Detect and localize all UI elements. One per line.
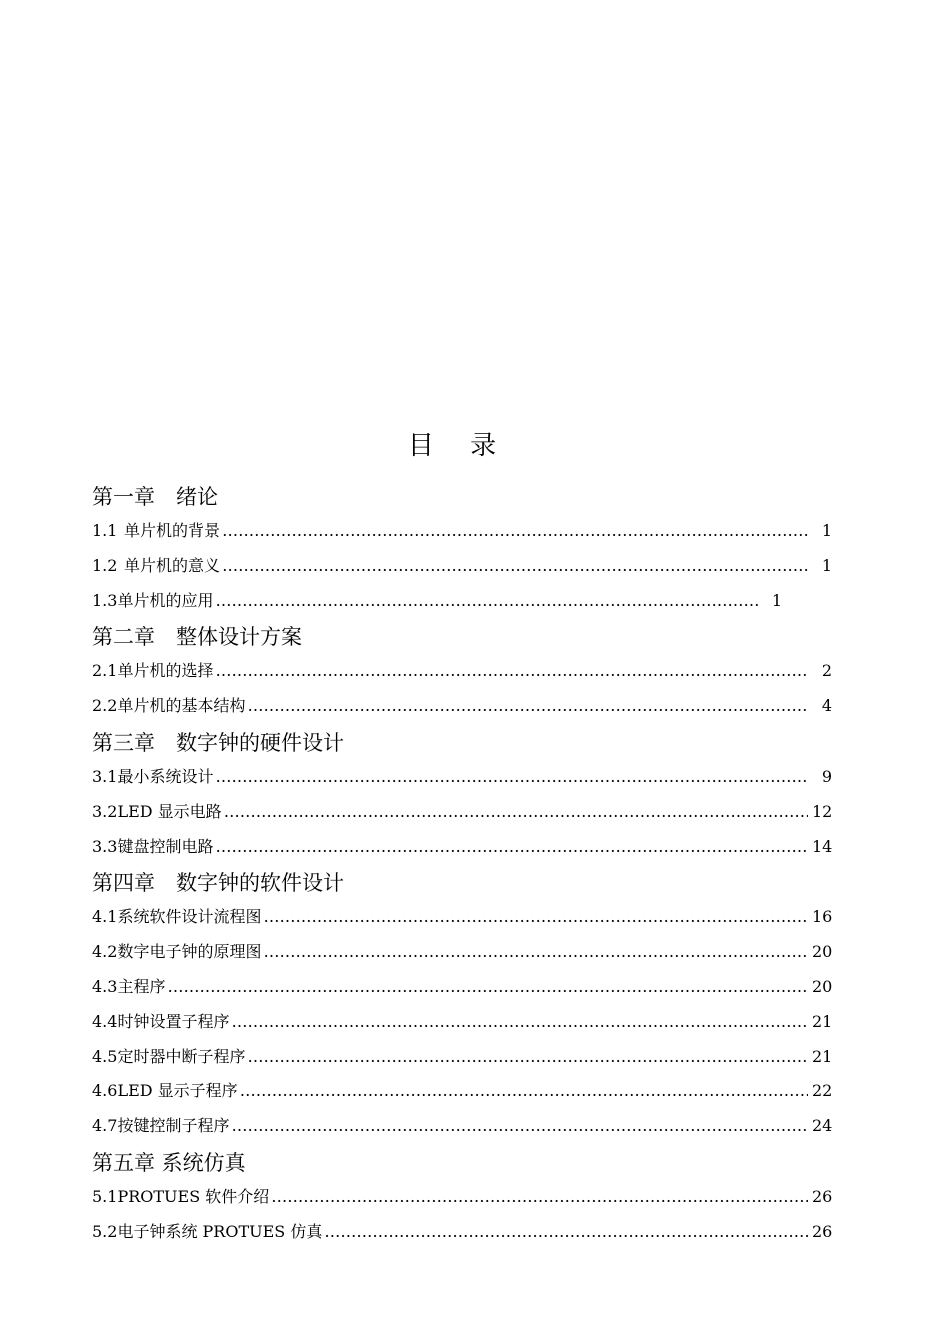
- entry-text: PROTUES 软件介绍: [117, 1186, 270, 1206]
- entry-text: 单片机的基本结构: [117, 696, 246, 716]
- toc-entry[interactable]: [92, 1109, 832, 1144]
- toc-entry[interactable]: [92, 970, 832, 1005]
- chapter-heading: 第四章 数字钟的软件设计: [92, 871, 344, 896]
- leader-dots: [240, 1074, 808, 1109]
- leader-dots: [231, 1005, 808, 1040]
- chapter-heading: 第一章 绪论: [92, 485, 218, 509]
- entry-page: 24: [812, 1116, 833, 1136]
- toc-entry[interactable]: [92, 795, 832, 830]
- entry-page: 4: [821, 696, 832, 716]
- leader-dots: [224, 795, 808, 830]
- chapter-heading: 第五章 系统仿真: [92, 1150, 246, 1175]
- entry-text: 电子钟系统 PROTUES 仿真: [117, 1221, 323, 1241]
- entry-number: 1.2: [92, 555, 118, 575]
- toc-entry[interactable]: [92, 654, 832, 689]
- entry-page: 21: [812, 1046, 833, 1066]
- entry-number: 3.1: [92, 766, 118, 786]
- leader-dots: [222, 549, 808, 584]
- entry-text: 单片机的意义: [124, 555, 221, 575]
- entry-number: 2.1: [92, 661, 118, 681]
- leader-dots: [263, 900, 808, 935]
- entry-page: 26: [812, 1221, 833, 1241]
- leader-dots: [215, 830, 808, 865]
- entry-number: 2.2: [92, 696, 118, 716]
- chapter-heading: 第二章 整体设计方案: [92, 625, 302, 650]
- entry-number: 4.6: [92, 1081, 118, 1101]
- toc-entry[interactable]: [92, 935, 832, 970]
- leader-dots: [215, 760, 808, 795]
- leader-dots: [215, 654, 808, 689]
- entry-number: 1.3: [92, 590, 118, 610]
- entry-page: 20: [812, 976, 833, 996]
- chapter-heading: 第三章 数字钟的硬件设计: [92, 730, 344, 755]
- leader-dots: [247, 689, 808, 724]
- entry-page: 20: [812, 942, 833, 962]
- toc-entry[interactable]: [92, 1005, 832, 1040]
- toc-entry[interactable]: [92, 1074, 832, 1109]
- entry-number: 4.4: [92, 1011, 118, 1031]
- entry-text: 键盘控制电路: [117, 836, 214, 856]
- entry-text: 数字电子钟的原理图: [117, 942, 262, 962]
- toc-entry[interactable]: [92, 514, 832, 549]
- leader-dots: [263, 935, 808, 970]
- leader-dots: [222, 514, 808, 549]
- toc-entry[interactable]: [92, 1215, 832, 1250]
- entry-number: 4.1: [92, 907, 118, 927]
- entry-text: 单片机的选择: [117, 661, 214, 681]
- entry-number: 4.5: [92, 1046, 118, 1066]
- entry-text: 定时器中断子程序: [117, 1046, 246, 1066]
- entry-text: 时钟设置子程序: [117, 1011, 230, 1031]
- leader-dots: [271, 1180, 808, 1215]
- toc-entry[interactable]: [92, 830, 832, 865]
- entry-text: 单片机的应用: [117, 590, 214, 610]
- entry-text: 最小系统设计: [117, 766, 214, 786]
- entry-number: 1.1: [92, 521, 118, 540]
- toc-title: 目 录: [407, 431, 511, 461]
- leader-dots: [215, 584, 758, 619]
- table-of-contents: [92, 478, 832, 1250]
- toc-entry[interactable]: [92, 1180, 832, 1215]
- entry-page: 12: [812, 801, 833, 821]
- entry-text: 主程序: [117, 976, 166, 996]
- toc-entry[interactable]: [92, 900, 832, 935]
- entry-page: 1: [821, 521, 832, 540]
- leader-dots: [231, 1109, 808, 1144]
- entry-number: 5.2: [92, 1221, 118, 1241]
- entry-number: 4.7: [92, 1116, 118, 1136]
- entry-page: 1: [771, 590, 782, 610]
- entry-page: 9: [821, 766, 832, 786]
- entry-number: 3.2: [92, 801, 118, 821]
- leader-dots: [324, 1215, 808, 1250]
- entry-number: 4.2: [92, 942, 118, 962]
- entry-page: 26: [812, 1186, 833, 1206]
- toc-entry[interactable]: [92, 1040, 832, 1075]
- entry-page: 2: [821, 661, 832, 681]
- toc-entry[interactable]: [92, 549, 832, 584]
- entry-page: 1: [821, 555, 832, 575]
- entry-text: 按键控制子程序: [117, 1116, 230, 1136]
- entry-text: LED 显示电路: [117, 801, 222, 821]
- entry-page: 22: [812, 1081, 833, 1101]
- entry-page: 16: [812, 907, 833, 927]
- leader-dots: [167, 970, 808, 1005]
- toc-entry[interactable]: [92, 689, 832, 724]
- entry-number: 3.3: [92, 836, 118, 856]
- entry-number: 5.1: [92, 1186, 118, 1206]
- leader-dots: [247, 1040, 808, 1075]
- entry-page: 14: [812, 836, 833, 856]
- entry-text: 系统软件设计流程图: [117, 907, 262, 927]
- entry-text: 单片机的背景: [124, 521, 221, 540]
- toc-entry[interactable]: [92, 760, 832, 795]
- entry-page: 21: [812, 1011, 833, 1031]
- toc-entry[interactable]: [92, 584, 782, 619]
- entry-number: 4.3: [92, 976, 118, 996]
- entry-text: LED 显示子程序: [117, 1081, 238, 1101]
